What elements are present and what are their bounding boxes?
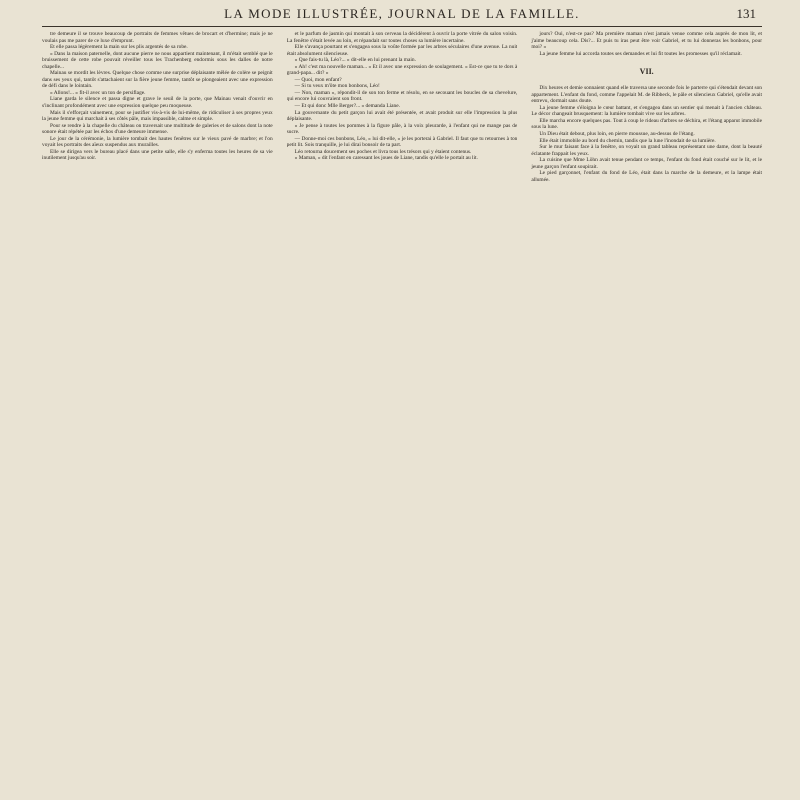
- paragraph: La cuisine que Mme Löhn avait tenue pendant ce temps, l'enfant du fond était couché sur le lit, et le jeune garçon l'enfant soupirait.: [531, 157, 762, 170]
- column-1-text: [42, 31, 273, 793]
- paragraph: « Maman, » dit l'enfant en caressant les joues de Liane, tandis qu'elle le portait au lit.: [294, 155, 478, 162]
- paragraph: Léo retourna doucement ses poches et livra tous les trésors qui y étaient contenus.: [294, 148, 472, 155]
- paragraph: — Si tu veux m'ôte mon bonbons, Léo!: [294, 83, 380, 90]
- column-3: [531, 31, 762, 793]
- paragraph: Mais il s'efforçait vainement, pour se justifier vis-à-vis de lui-même, de ridiculiser à ses propres yeux la jeune femme qui marchait à ses côtés pâle, mais impassible, calme et simple.: [42, 109, 273, 123]
- column-2-text: [287, 31, 518, 793]
- paragraph: « Allons!... » fit-il avec un ton de persiflage.: [50, 89, 146, 96]
- paragraph: Mainau se mordit les lèvres. Quelque chose comme une surprise déplaisante mêlée de colère se peignit dans ses yeux qui, tantôt s'attachaient sur la fière jeune femme, tantôt se plongeaient avec une expression de défi dans le lointain.: [42, 70, 273, 90]
- paragraph: La jeune femme lui accorda toutes ses demandes et lui fit toutes les promesses qu'il réclamait.: [539, 50, 742, 57]
- section-heading: VII.: [639, 67, 654, 77]
- paragraph: Le jour de la cérémonie, la lumière tombait des hautes fenêtres sur le vieux pavé de marbre; et l'on voyait les portraits des aïeux suspendus aux murailles.: [42, 135, 273, 149]
- paragraph: Elle était immobile au bord du chemin, tandis que la lune l'inondait de sa lumière.: [539, 137, 716, 144]
- paragraph: — Et qui donc Mlle Berger?... » demanda Liane.: [294, 103, 400, 110]
- paragraph: Pour se rendre à la chapelle du château on traversait une multitude de galeries et de salons dont la note sonore était répétée par les échos d'une demeure immense.: [42, 122, 273, 136]
- journal-title: LA MODE ILLUSTRÉE, JOURNAL DE LA FAMILLE.: [224, 6, 580, 21]
- paragraph: « Que fais-tu là, Léo?... » dit-elle en lui prenant la main.: [294, 57, 416, 64]
- paragraph: Et elle passa légèrement la main sur les plis argentés de sa robe.: [50, 44, 188, 51]
- page-number: 131: [736, 6, 756, 21]
- paragraph: — Donne-moi ces bonbons, Léo, » lui dit-elle, « je les porterai à Gabriel. Il faut que tu retournes à ton petit lit. Sois tranquille, je lui dirai bonsoir de ta part.: [286, 135, 518, 149]
- column-3-text: [531, 31, 762, 793]
- paragraph: Le pied garçonnet, l'enfant du fond de Léo, était dans la marche de la demeure, et la lampe était allumée.: [531, 170, 762, 183]
- paragraph: « Ah! c'est ma nouvelle maman... » Et il avec une expression de soulagement. « Est-ce que tu te dors à grand-papa... dit? »: [286, 63, 518, 77]
- paragraph: Elle se dirigea vers le bureau placé dans une petite salle, elle s'y enferma toutes les heures de sa vie inutilement jusqu'au soir.: [42, 148, 273, 162]
- column-1: [42, 31, 273, 793]
- paragraph: « Je pense à toutes les pommes à la figure pâle, à la voix pleurarde, à l'enfant qui ne mange pas de sucre.: [286, 122, 518, 136]
- paragraph: jours? Oui, n'est-ce pas? Ma première maman n'est jamais venue comme cela auprès de mon lit, et j'aime beaucoup cela. Dis?... Et puis tu iras peut être voir Gabriel, et tu lui donneras les bonbons, pour moi? »: [531, 31, 762, 51]
- column-2: [287, 31, 518, 793]
- paragraph: Liane garda le silence et passa digne et grave le seuil de la porte, que Mainau venait d'ouvrir en s'inclinant profondément avec une expression quelque peu moqueuse.: [42, 96, 273, 110]
- paragraph: La jeune femme s'éloigna le cœur battant, et s'engagea dans un sentier qui menait à l'ancien château. Le décor changeait brusquement: la lumière tombait vive sur les arbres.: [531, 104, 762, 118]
- paragraph: — Non, maman », répondit-il de son ton ferme et résolu, en se secouant les boucles de sa chevelure, qui encore lui couvraient son front.: [286, 89, 518, 103]
- paragraph: Dix heures et demie sonnaient quand elle traversa une seconde fois le parterre qui s'étendait devant son appartement. L'enfant du fond, comme l'appelait M. de Ribbeck, le pâle et silencieux Gabriel, qu'elle avait entrevu, dormait sans doute.: [531, 85, 762, 105]
- text-columns: [42, 31, 762, 793]
- paragraph: Elle s'avança pourtant et s'engagea sous la voûte formée par les arbres séculaires d'une avenue. La nuit était absolument silencieuse.: [286, 44, 518, 57]
- paragraph: Elle marcha encore quelques pas. Tout à coup le rideau d'arbres se déchira, et l'étang apparut immobile sous la lune.: [531, 117, 762, 131]
- paragraph: — Quoi, mon enfant?: [294, 76, 342, 83]
- paragraph: Un Dieu était debout, plus loin, en pierre moussue, au-dessus de l'étang.: [539, 131, 695, 138]
- paragraph: Sur le mur faisant face à la fenêtre, on voyait un grand tableau représentant une dame, dont la beauté éclatante frappait les yeux.: [531, 144, 762, 157]
- paragraph: La gouvernante du petit garçon lui avait été présentée, et avait produit sur elle l'impression la plus déplaisante.: [286, 109, 518, 123]
- paragraph: et le parfum de jasmin qui montait à son cerveau la décidèrent à ouvrir la porte vitrée du salon voisin. La fenêtre s'était levée au loin, et répandait sur toutes choses sa lumière incertaine.: [286, 31, 518, 44]
- paragraph: tre demeure il se trouve beaucoup de portraits de femmes vêtues de brocart et d'hermine; mais je ne voulais pas me parer de ce luxe d'emprunt.: [42, 31, 273, 44]
- paragraph: « Dans la maison paternelle, dont aucune pierre ne nous appartient maintenant, il m'était semblé que le bruissement de cette robe pouvait réveiller tous les Trachenberg endormis sous les dalles de notre chapelle...: [42, 50, 273, 70]
- page-header: [42, 0, 762, 27]
